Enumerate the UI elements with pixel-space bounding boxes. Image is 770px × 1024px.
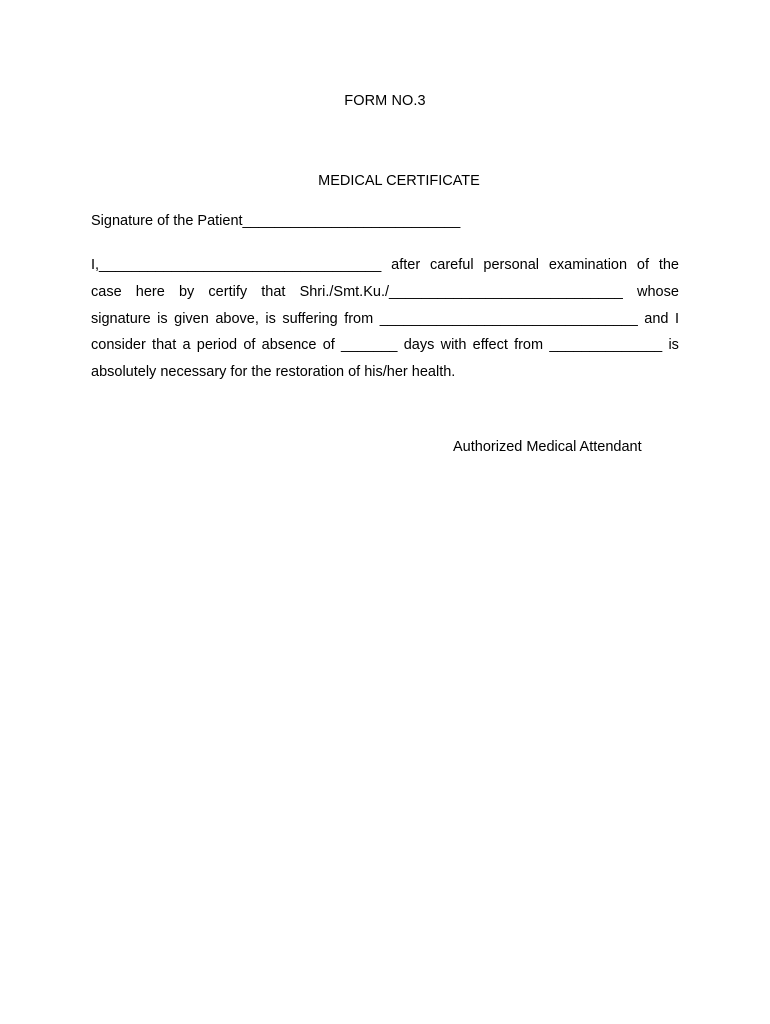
body-word: after bbox=[391, 257, 421, 273]
body-word: with bbox=[440, 337, 467, 354]
body-word: of bbox=[243, 337, 256, 354]
body-word: examination bbox=[548, 257, 628, 273]
body-word: whose bbox=[637, 283, 679, 300]
body-word: is bbox=[668, 337, 679, 354]
patient-signature-line: Signature of the Patient___________________________ bbox=[91, 213, 461, 229]
body-word: a bbox=[182, 337, 191, 354]
body-line bbox=[91, 252, 679, 279]
body-word: signature bbox=[91, 310, 151, 327]
body-line bbox=[91, 279, 679, 306]
body-word: is bbox=[157, 310, 168, 327]
form-number: FORM NO.3 bbox=[344, 93, 426, 109]
body-word: careful bbox=[430, 257, 474, 273]
body-word: I bbox=[674, 310, 679, 327]
body-line bbox=[91, 306, 679, 333]
body-word: here bbox=[135, 283, 165, 300]
body-word: and bbox=[644, 310, 669, 327]
body-word: above, bbox=[215, 310, 259, 327]
body-word: ________________________________ bbox=[379, 310, 638, 327]
body-line bbox=[91, 359, 679, 386]
body-word: suffering bbox=[282, 310, 338, 327]
body-word: _______ bbox=[341, 337, 398, 354]
body-word: days bbox=[403, 337, 435, 354]
body-word: ______________ bbox=[549, 337, 663, 354]
body-word: is bbox=[265, 310, 276, 327]
body-word: from bbox=[514, 337, 544, 354]
body-word: effect bbox=[472, 337, 508, 354]
certificate-body bbox=[91, 252, 679, 386]
body-word: given bbox=[174, 310, 209, 327]
body-word: the bbox=[658, 257, 679, 273]
certificate-title: MEDICAL CERTIFICATE bbox=[318, 173, 480, 189]
body-word: from bbox=[344, 310, 374, 327]
body-word: I,___________________________________ bbox=[91, 257, 382, 273]
body-word: case bbox=[91, 283, 122, 300]
signatory-title: Authorized Medical Attendant bbox=[453, 439, 642, 455]
body-word: by bbox=[178, 283, 195, 300]
body-word: of bbox=[322, 337, 335, 354]
body-word: certify bbox=[208, 283, 248, 300]
body-word: that bbox=[261, 283, 286, 300]
body-word: Shri./Smt.Ku./_____________________________ bbox=[299, 283, 623, 300]
body-word: of bbox=[636, 257, 649, 273]
body-word: absence bbox=[261, 337, 317, 354]
body-word: consider bbox=[91, 337, 146, 354]
body-word: personal bbox=[483, 257, 540, 273]
body-word: that bbox=[152, 337, 177, 354]
body-line bbox=[91, 332, 679, 359]
body-word: absolutely necessary for the restoration of his/her health. bbox=[91, 364, 456, 381]
body-word: period bbox=[196, 337, 238, 354]
